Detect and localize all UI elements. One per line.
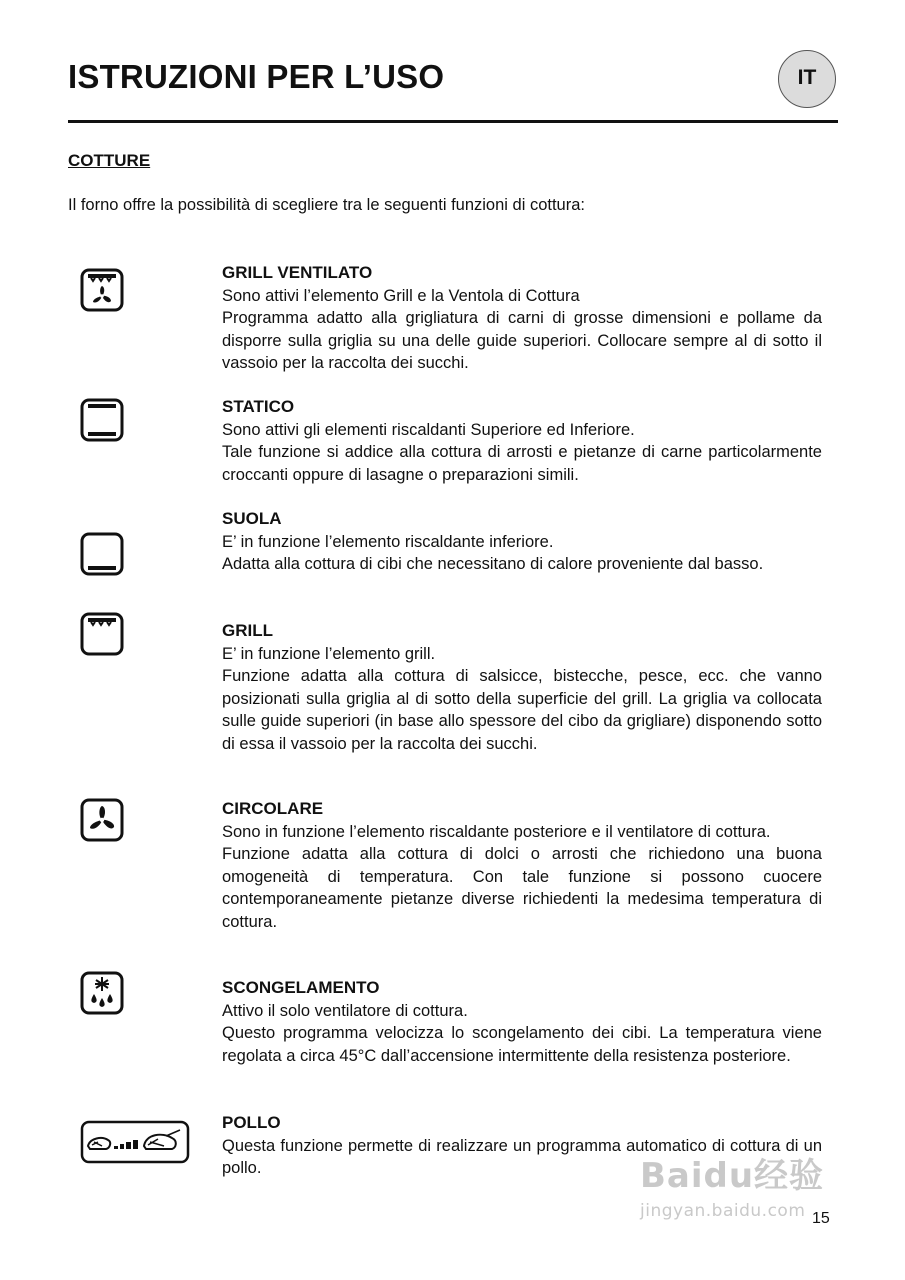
bottom-heat-icon <box>80 532 124 576</box>
function-text <box>222 977 822 1067</box>
function-description: Sono attivi l’elemento Grill e la Ventola di Cottura <box>222 286 580 305</box>
function-title: POLLO <box>222 1113 281 1132</box>
grill-fan-icon <box>80 268 124 312</box>
chicken-program-icon <box>80 1120 190 1164</box>
page-number: 15 <box>812 1210 830 1227</box>
function-description: Tale funzione si addice alla cottura di arrosti e pietanze di carne particolarmente croccanti oppure di lasagne o preparazioni simili. <box>222 443 822 484</box>
section-heading: COTTURE <box>68 151 151 170</box>
function-description: Questa funzione permette di realizzare un programma automatico di cottura di un pollo. <box>222 1136 822 1177</box>
function-description: Adatta alla cottura di cibi che necessitano di calore proveniente dal basso. <box>222 555 764 573</box>
function-description: Programma adatto alla grigliatura di carni di grosse dimensioni e pollame da disporre sulla griglia su una delle guide superiori. Collocare sempre al di sotto il vassoio per la raccolta dei succhi. <box>222 309 822 372</box>
function-title: GRILL <box>222 621 273 640</box>
function-text <box>222 262 822 375</box>
language-badge: IT <box>778 50 836 108</box>
function-description: Sono in funzione l’elemento riscaldante posteriore e il ventilatore di cottura. <box>222 822 771 841</box>
grill-icon <box>80 612 124 656</box>
function-description: Questo programma velocizza lo scongelamento dei cibi. La temperatura viene regolata a circa 45°C dall’accensione intermittente della resistenza posteriore. <box>222 1024 822 1065</box>
function-description: Funzione adatta alla cottura di dolci o arrosti che richiedono una buona omogeneità di temperatura. Con tale funzione si possono cuocere contemporaneamente pietanze diverse richiedenti la medesima temperatura di cottura. <box>222 845 822 931</box>
fan-icon <box>80 798 124 842</box>
watermark-brand: Baidu经验 <box>640 1156 825 1196</box>
function-text <box>222 620 822 755</box>
function-description: Attivo il solo ventilatore di cottura. <box>222 1001 468 1020</box>
page-title: ISTRUZIONI PER L’USO <box>68 58 445 95</box>
watermark <box>640 1148 824 1221</box>
static-top-bottom-icon <box>80 398 124 442</box>
intro-text: Il forno offre la possibilità di scegliere tra le seguenti funzioni di cottura: <box>68 196 585 214</box>
function-title: STATICO <box>222 397 295 416</box>
function-text <box>222 508 822 576</box>
watermark-url: jingyan.baidu.com <box>640 1201 806 1221</box>
function-title: GRILL VENTILATO <box>222 263 373 282</box>
function-text <box>222 798 822 933</box>
function-title: CIRCOLARE <box>222 799 324 818</box>
function-title: SUOLA <box>222 509 282 528</box>
title-divider <box>68 120 838 123</box>
function-description: E’ in funzione l’elemento riscaldante inferiore. <box>222 532 554 551</box>
function-description: Funzione adatta alla cottura di salsicce, bistecche, pesce, ecc. che vanno posizionati sulla griglia al di sotto della superficie del grill. La griglia va collocata sulle guide superiori (in base allo spessore del cibo da grigliare) disponendo sotto di essa il vassoio per la raccolta dei succhi. <box>222 667 822 753</box>
function-description: Sono attivi gli elementi riscaldanti Superiore ed Inferiore. <box>222 420 635 439</box>
defrost-icon <box>80 971 124 1015</box>
function-title: SCONGELAMENTO <box>222 978 380 997</box>
function-text <box>222 396 822 486</box>
function-description: E’ in funzione l’elemento grill. <box>222 644 436 663</box>
